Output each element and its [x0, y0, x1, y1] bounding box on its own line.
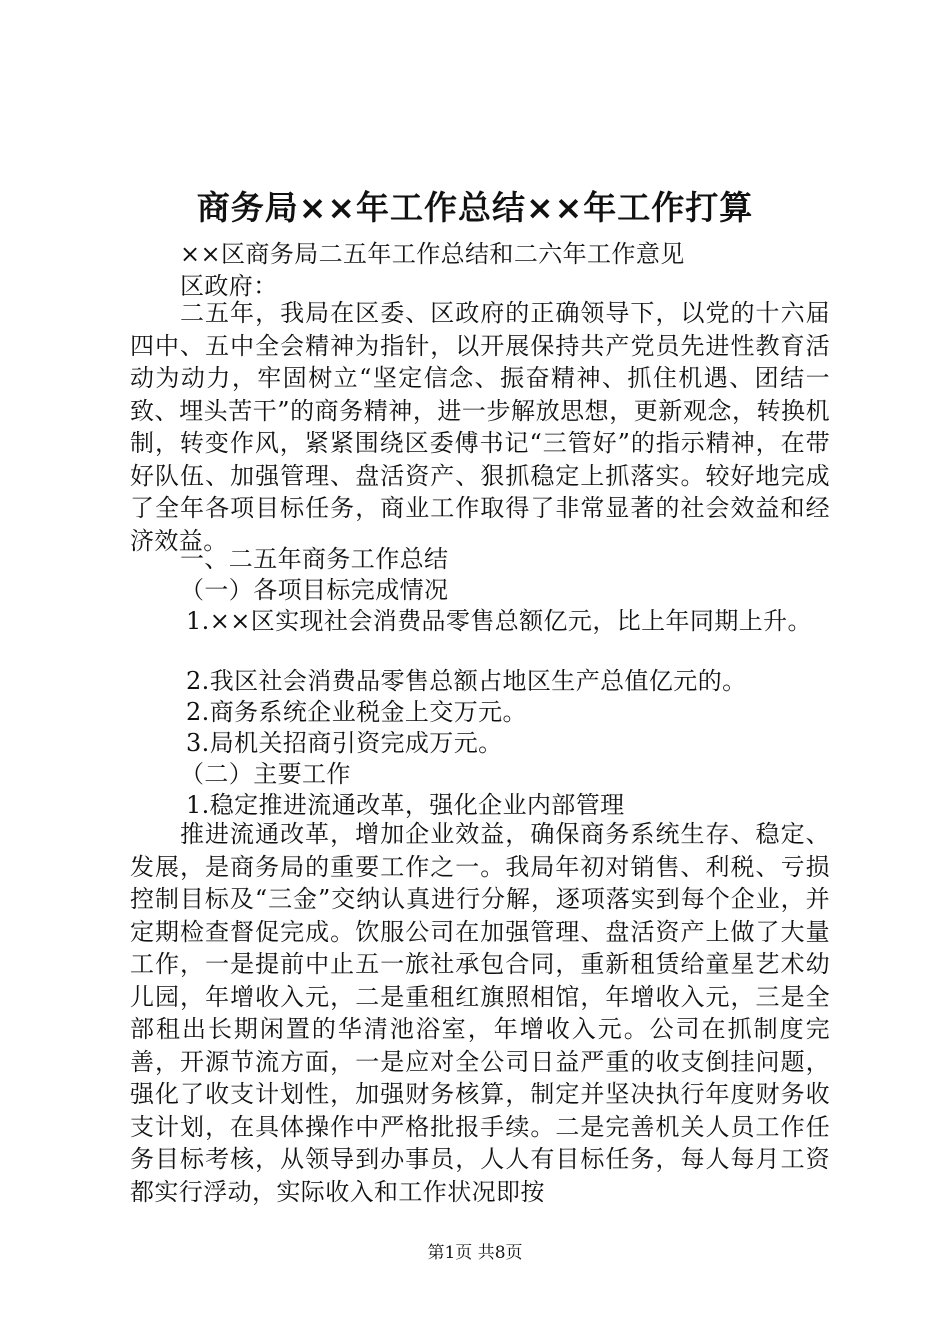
work-paragraph: 推进流通改革，增加企业效益，确保商务系统生存、稳定、发展，是商务局的重要工作之一。我局年初对销售、利税、亏损控制目标及“三金”交纳认真进行分解，逐项落实到每个企业，并定期检查督促完成。饮服公司在加强管理、盘活资产上做了大量工作，一是提前中止五一旅社承包合同，重新租赁给童星艺术幼儿园，年增收入元，二是重租红旗照相馆，年增收入元，三是全部租出长期闲置的华清池浴室，年增收入元。公司在抓制度完善，开源节流方面，一是应对全公司日益严重的收支倒挂问题，强化了收支计划性，加强财务核算，制定并坚决执行年度财务收支计划，在具体操作中严格批报手续。二是完善机关人员工作任务目标考核，从领导到办事员，人人有目标任务，每人每月工资都实行浮动，实际收入和工作状况即按	[130, 820, 830, 1206]
list-item: 3.局机关招商引资完成万元。	[186, 729, 503, 757]
section-heading: 一、二五年商务工作总结	[180, 545, 449, 573]
list-item: 2.商务系统企业税金上交万元。	[186, 698, 527, 726]
list-item: 2.我区社会消费品零售总额占地区生产总值亿元的。	[186, 667, 747, 695]
subsection-heading: （二）主要工作	[180, 760, 351, 788]
subsection-heading: （一）各项目标完成情况	[180, 576, 449, 604]
document-title: 商务局××年工作总结××年工作打算	[196, 188, 754, 227]
addressee-line: 区政府：	[180, 272, 278, 300]
list-item: 1.××区实现社会消费品零售总额亿元，比上年同期上升。	[186, 607, 812, 635]
document-subtitle: ××区商务局二五年工作总结和二六年工作意见	[180, 240, 685, 268]
page-number-footer: 第1页 共8页	[427, 1243, 523, 1263]
work-item-heading: 1.稳定推进流通改革，强化企业内部管理	[186, 791, 625, 819]
intro-paragraph: 二五年，我局在区委、区政府的正确领导下，以党的十六届四中、五中全会精神为指针，以开展保持共产党员先进性教育活动为动力，牢固树立“坚定信念、振奋精神、抓住机遇、团结一致、埋头苦干”的商务精神，进一步解放思想，更新观念，转换机制，转变作风，紧紧围绕区委傅书记“三管好”的指示精神，在带好队伍、加强管理、盘活资产、狠抓稳定上抓落实。较好地完成了全年各项目标任务，商业工作取得了非常显著的社会效益和经济效益。	[130, 299, 830, 555]
